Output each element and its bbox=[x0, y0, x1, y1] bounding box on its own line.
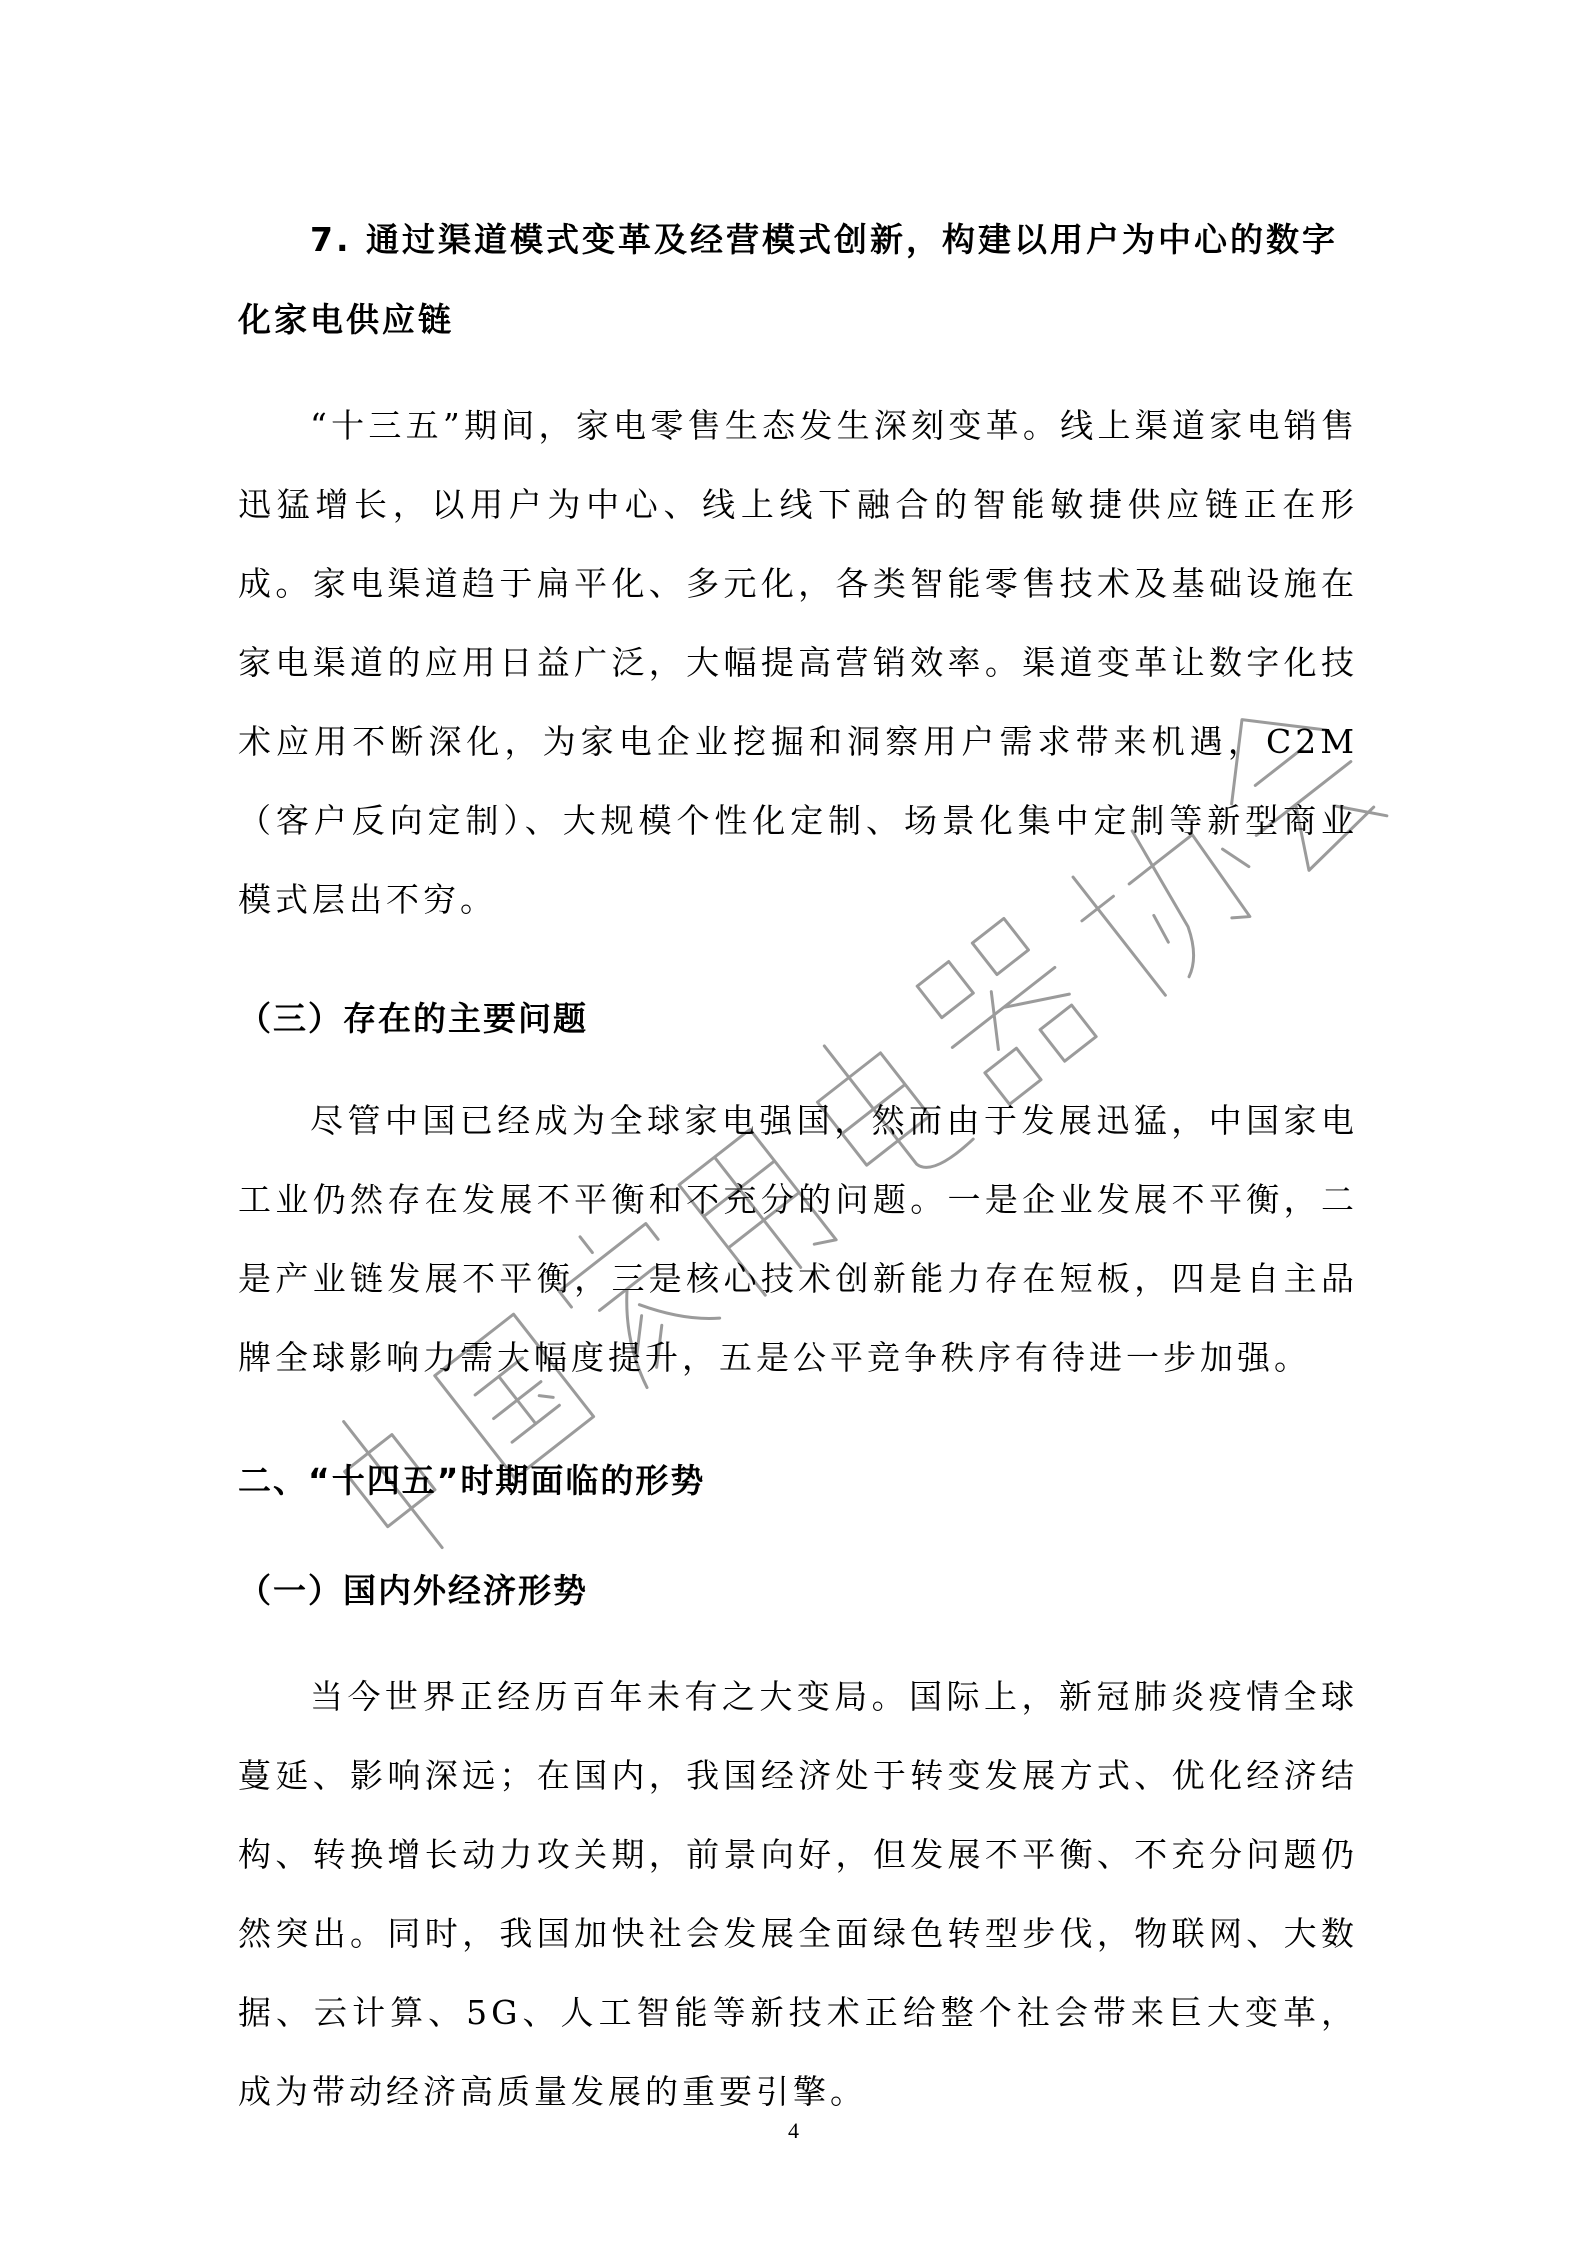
page-number: 4 bbox=[788, 2118, 799, 2143]
paragraph-retail-ecosystem: “十三五”期间，家电零售生态发生深刻变革。线上渠道家电销售迅猛增长，以用户为中心、线上线下融合的智能敏捷供应链正在形成。家电渠道趋于扁平化、多元化，各类智能零售技术及基础设施在家电渠道的应用日益广泛，大幅提高营销效率。渠道变革让数字化技术应用不断深化，为家电企业挖掘和洞察用户需求带来机遇，C2M（客户反向定制）、大规模个性化定制、场景化集中定制等新型商业模式层出不穷。 bbox=[238, 406, 1358, 919]
section-heading-economic-situation: （一）国内外经济形势 bbox=[238, 1571, 588, 1610]
main-content bbox=[238, 200, 1358, 2131]
chapter-heading-situation: 二、“十四五”时期面临的形势 bbox=[238, 1461, 706, 1500]
subsection-heading-7: 7. 通过渠道模式变革及经营模式创新，构建以用户为中心的数字化家电供应链 bbox=[238, 220, 1338, 339]
section-heading-main-problems: （三）存在的主要问题 bbox=[238, 999, 588, 1038]
paragraph-main-problems: 尽管中国已经成为全球家电强国，然而由于发展迅猛，中国家电工业仍然存在发展不平衡和不充分的问题。一是企业发展不平衡，二是产业链发展不平衡，三是核心技术创新能力存在短板，四是自主品牌全球影响力需大幅度提升，五是公平竞争秩序有待进一步加强。 bbox=[238, 1101, 1358, 1377]
paragraph-economic-situation: 当今世界正经历百年未有之大变局。国际上，新冠肺炎疫情全球蔓延、影响深远；在国内，我国经济处于转变发展方式、优化经济结构、转换增长动力攻关期，前景向好，但发展不平衡、不充分问题仍然突出。同时，我国加快社会发展全面绿色转型步伐，物联网、大数据、云计算、5G、人工智能等新技术正给整个社会带来巨大变革，成为带动经济高质量发展的重要引擎。 bbox=[238, 1677, 1358, 2111]
